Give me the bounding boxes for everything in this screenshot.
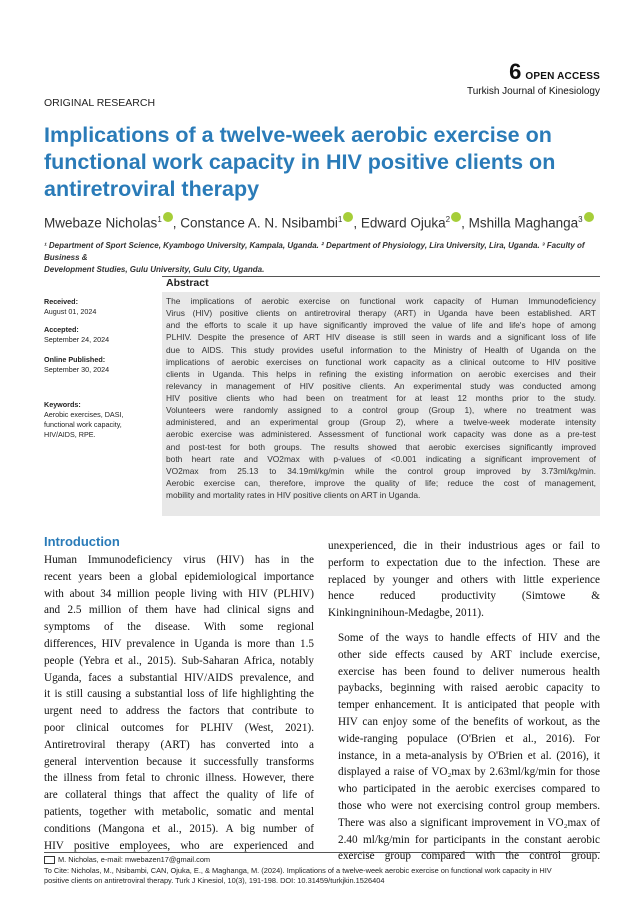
- corresponding-contact[interactable]: M. Nicholas, e-mail: mwebazen17@gmail.com: [58, 855, 211, 864]
- keywords-line: functional work capacity,: [44, 420, 122, 429]
- body-line: hence reduced productivity (Simtowe &: [328, 590, 600, 603]
- received-label: Received:: [44, 297, 78, 306]
- abstract-body: [166, 295, 596, 501]
- author-affiliation-mark: 3: [578, 215, 583, 224]
- body-line: the illness from fetal to chronic illness. However, there: [44, 772, 314, 785]
- body-line: conditions (Mangona et al., 2015). A big number of: [44, 822, 314, 835]
- abstract-line: implications of aerobic exercises on functional work capacity as a clinical outcome to HIV positive: [166, 356, 596, 367]
- title-line: antiretroviral therapy: [44, 177, 260, 201]
- keywords-line: Aerobic exercises, DASI,: [44, 410, 124, 419]
- body-line: 2.40 ml/kg/min for participants in the constant aerobic: [338, 833, 600, 846]
- abstract-line: VO2max from 25.13 to 34.19ml/kg/min while the control group improved by 3.73ml/kg/min.: [166, 465, 596, 476]
- body-line: symptoms of the disease. With some regional: [44, 621, 314, 634]
- citation-line: To Cite: Nicholas, M., Nsibambi, CAN, Ojuka, E., & Maghanga, M. (2024). Implications of a twelve-week aerobic exercise on functional work capacity in HIV: [44, 865, 552, 875]
- accepted-date: September 24, 2024: [44, 335, 110, 344]
- abstract-line: administered, and an experimental group (Group 2), where a twelve-week moderate intensity: [166, 417, 596, 428]
- article-title: [44, 122, 564, 203]
- abstract-line: mobility and mortality rates in HIV positive clients on ART in Uganda.: [166, 490, 421, 500]
- body-line: temper enhancement. It is anticipated that people with: [338, 699, 600, 712]
- author-affiliation-mark: 1: [157, 215, 162, 224]
- open-access-block: [466, 59, 600, 97]
- abstract-line: clients in Uganda. This helps in refining the existing information on aerobic exercises and their: [166, 368, 596, 379]
- published-date: September 30, 2024: [44, 365, 110, 374]
- abstract-top-rule: [162, 276, 600, 277]
- orcid-icon[interactable]: [451, 212, 461, 222]
- body-line: displayed a raise of VO₂max by 2.63ml/kg/min for those: [338, 766, 600, 779]
- body-line: poor clinical outcomes for PLHIV (West, 2021).: [44, 721, 314, 734]
- abstract-line: PLHIV. Despite the presence of ART HIV disease is still seen in wards and a significant loss of life: [166, 332, 596, 343]
- body-line: who participated in the aerobic exercises compared to: [338, 783, 600, 796]
- accepted-label: Accepted:: [44, 325, 79, 334]
- body-line: Some of the ways to handle effects of HIV and the: [338, 631, 600, 644]
- abstract-line: and post-test for both groups. The results showed that aerobic exercises significantly improved: [166, 441, 596, 452]
- body-line: Antiretroviral therapy (ART) has converted into a: [44, 738, 314, 751]
- body-line: replaced by younger and others with little experience: [328, 573, 600, 586]
- abstract-line: Volunteers were randomly assigned to a control group (Group 1), where no treatment was: [166, 405, 596, 416]
- body-line: instance, in a meta-analysis by O'Brien et al. (2016), it: [338, 749, 600, 762]
- title-line: Implications of a twelve-week aerobic exercise on: [44, 123, 552, 147]
- body-line: Human Immunodeficiency virus (HIV) has in the: [44, 554, 314, 566]
- body-line: with about 34 million people living with HIV (PLHIV): [44, 587, 314, 600]
- introduction-heading: Introduction: [44, 534, 120, 549]
- abstract-line: aerobic exercise was administered. Assessment of functional work capacity was done as a pre-test: [166, 429, 596, 440]
- body-line: other side effects caused by ART include exercise,: [338, 648, 600, 661]
- paragraph: [328, 538, 600, 622]
- abstract-heading: Abstract: [166, 277, 209, 289]
- orcid-icon[interactable]: [163, 212, 173, 222]
- abstract-line: The implications of aerobic exercise on functional work capacity of Human Immunodeficiency: [166, 296, 596, 306]
- received-date: August 01, 2024: [44, 307, 97, 316]
- affiliations: [44, 240, 600, 276]
- body-line: Uganda, faces a substantial HIV/AIDS prevalence, and: [44, 671, 314, 684]
- author-name[interactable]: Mshilla Maghanga: [468, 215, 579, 231]
- keywords-block: [44, 400, 124, 440]
- author-list: Mwebaze Nicholas$^1$ , Constance A. N. Nsibambi$^1$ , Edward Ojuka$^2$ , Mshilla Maghanga$^3$: [44, 212, 594, 231]
- body-line: unexperienced, die in their industrious ages or fail to: [328, 540, 600, 552]
- body-line: exercise has been found to deliver numerous health: [338, 665, 600, 678]
- affiliation-line: ¹ Department of Sport Science, Kyambogo University, Kampala, Uganda. ² Department of Physiology, Lira University, Lira, Uganda. ³ Faculty of Business &: [44, 241, 585, 262]
- title-line: functional work capacity in HIV positive clients on: [44, 150, 556, 174]
- body-line: There was also a significant improvement in VO₂max of: [338, 816, 600, 829]
- published-label: Online Published:: [44, 355, 106, 364]
- body-line: paybacks, beginning with raised aerobic capacity to: [338, 682, 600, 695]
- body-line: general intervention because it successfully transforms: [44, 755, 314, 768]
- body-line: are collateral things that affect the quality of life of: [44, 789, 314, 802]
- footer-rule: [44, 852, 600, 853]
- published-block: [44, 355, 109, 375]
- body-line: patients, together with metabolic, somatic and mental: [44, 805, 314, 818]
- keywords-label: Keywords:: [44, 400, 81, 409]
- abstract-line: relevancy in management of HIV positive clients. An experimental study was conducted among: [166, 380, 596, 391]
- orcid-icon[interactable]: [584, 212, 594, 222]
- open-access-icon: 6: [509, 59, 522, 84]
- paragraph: [328, 630, 600, 865]
- abstract-line: HIV positive clients who had been on treatment for at least 12 months prior to the study.: [166, 393, 596, 403]
- author-affiliation-mark: 1: [337, 215, 343, 224]
- body-line: and 2.5 million of them have had clinical signs and: [44, 604, 314, 617]
- journal-name: Turkish Journal of Kinesiology: [466, 86, 600, 97]
- abstract-line: both heart rate and VO2max with p-values of <0.001 indicating a significant improvement of: [166, 453, 596, 464]
- orcid-icon[interactable]: [343, 212, 353, 222]
- body-line: it is still causing a substantial loss of life highlighting the: [44, 688, 314, 701]
- body-column-right: [328, 538, 600, 865]
- abstract-line: Virus (HIV) positive clients on antiretroviral therapy (ART) in Uganda have been established. ART: [166, 308, 596, 319]
- body-line: those who were not exercising control group members.: [338, 799, 600, 812]
- citation-footer: [44, 855, 604, 887]
- body-line: people (Yebra et al., 2015). Sub-Saharan Africa, notably: [44, 654, 314, 667]
- open-access-label: OPEN ACCESS: [525, 71, 600, 82]
- abstract-line: and the efforts to scale it up have significantly improved the value of life and life's hope of among: [166, 320, 596, 331]
- body-line: wide-ranging populace (O'Brien et al., 2016). For: [338, 732, 600, 745]
- abstract-line: due to AIDS. This study provides useful information to the Ministry of Health of Uganda on the: [166, 344, 596, 355]
- body-line: exercise group compared with the control group.: [338, 850, 600, 863]
- author-name[interactable]: Constance A. N. Nsibambi: [180, 215, 338, 231]
- keywords-line: HIV/AIDS, RPE.: [44, 430, 96, 439]
- author-affiliation-mark: 2: [445, 215, 451, 224]
- body-line: recent years been a global epidemiological importance: [44, 570, 314, 583]
- body-line: urgent need to address the factors that contribute to: [44, 705, 314, 718]
- body-line: perform to expectation due to the infection. These are: [328, 556, 600, 569]
- body-line: HIV can enjoy some of the benefits of workout, as the: [338, 715, 600, 728]
- author-name[interactable]: Mwebaze Nicholas: [44, 215, 158, 231]
- body-line: differences, HIV prevalence in Uganda is more than 1.5: [44, 637, 314, 650]
- author-name[interactable]: Edward Ojuka: [360, 215, 446, 231]
- body-line: HIV positive employees, who are experienced and: [44, 839, 314, 852]
- abstract-line: Aerobic exercise can, therefore, improve the quality of life; reduce the cost of management,: [166, 477, 596, 488]
- affiliation-line: Development Studies, Gulu University, Gulu City, Uganda.: [44, 265, 265, 274]
- citation-line: positive clients on antiretroviral therapy. Turk J Kinesiol, 10(3), 191-198. DOI: 10.31459/turkjkin.1526404: [44, 876, 385, 885]
- body-column-left: [44, 552, 314, 854]
- mail-icon: [44, 856, 55, 864]
- accepted-block: [44, 325, 109, 345]
- section-label: ORIGINAL RESEARCH: [44, 97, 156, 109]
- received-block: [44, 297, 96, 317]
- body-line: Kinkingninihoun-Medagbe, 2011).: [328, 607, 484, 620]
